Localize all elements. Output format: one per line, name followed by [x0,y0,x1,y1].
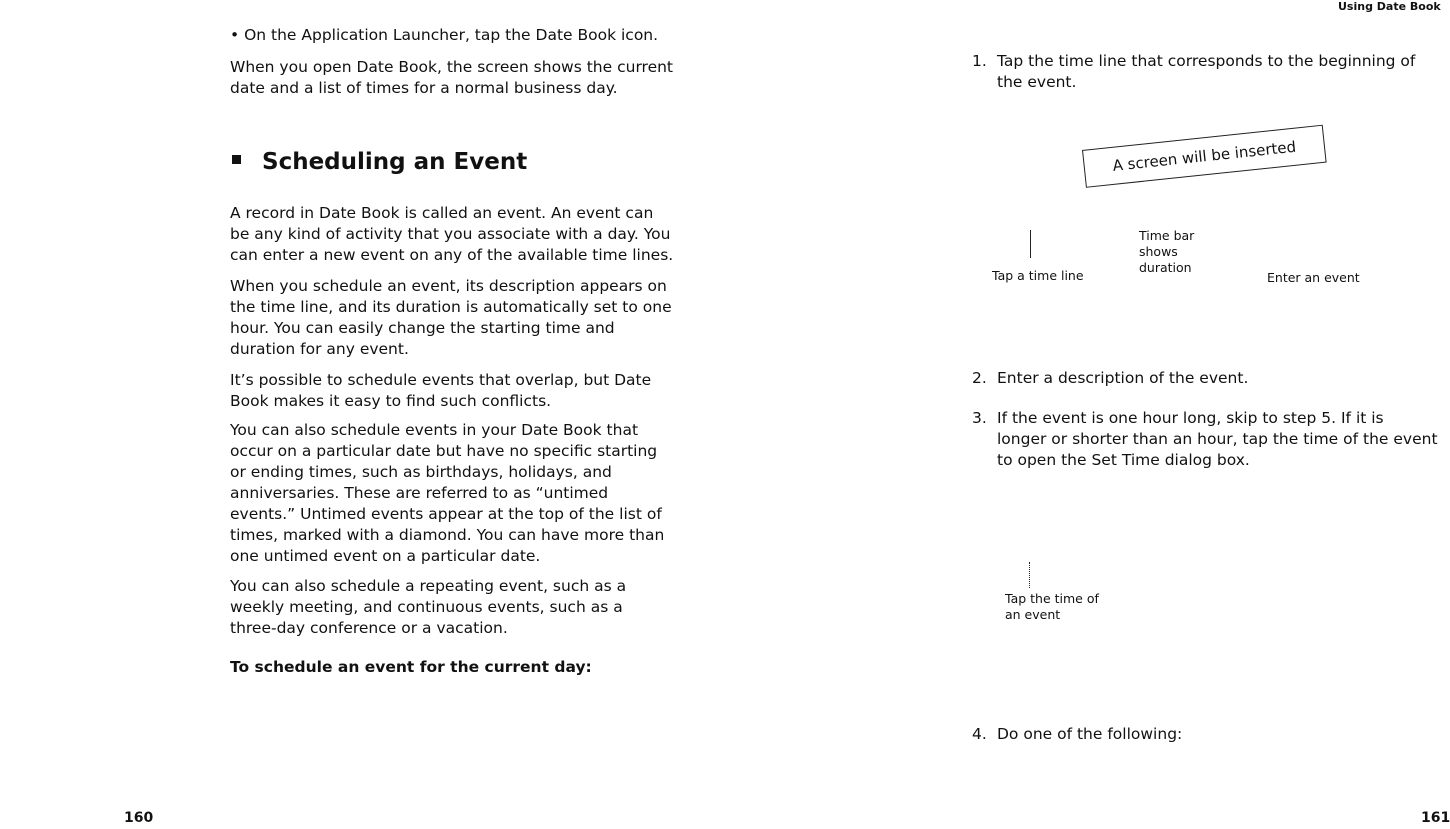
paragraph-3: It’s possible to schedule events that overlap, but Date Book makes it easy to find such conflicts. [230,371,652,410]
running-head: Using Date Book [1338,0,1441,13]
step-text: Do one of the following: [997,725,1183,743]
step-4 [972,724,1448,745]
bullet-item: • On the Application Launcher, tap the Date Book icon. [230,26,659,44]
callout-time-bar: Time bar shows duration [1139,228,1195,275]
step-3 [972,408,1448,471]
step-number: 4. [972,725,987,743]
callout-enter-event: Enter an event [1267,270,1360,285]
intro-paragraph: When you open Date Book, the screen shows the current date and a list of times for a normal business day. [230,58,674,97]
step-number: 1. [972,52,987,70]
callout-tap-time-of-event: Tap the time of an event [1005,591,1099,622]
step-1 [972,51,1448,93]
page-number-right: 161 [1421,810,1450,826]
paragraph-4: You can also schedule events in your Date Book that occur on a particular date but have no specific starting or ending times, such as birthdays, holidays, and anniversaries. These are referred to as “untimed events.” Untimed events appear at the top of the list of times, marked with a diamond. You can have more than one untimed event on a particular date. [230,421,665,565]
page-number-left: 160 [124,810,154,826]
paragraph-5: You can also schedule a repeating event, such as a weekly meeting, and continuous events, such as a three-day conference or a vacation. [230,577,627,637]
callout-tap-time-line: Tap a time line [992,268,1084,283]
step-text: Enter a description of the event. [997,369,1249,387]
leader-line-tap-time [1029,562,1030,588]
leader-line-tap [1030,230,1031,258]
step-number: 3. [972,409,987,427]
procedure-heading: To schedule an event for the current day: [230,658,592,676]
step-number: 2. [972,369,987,387]
square-bullet-icon [232,155,241,164]
paragraph-2: When you schedule an event, its description appears on the time line, and its duration is automatically set to one hour. You can easily change the starting time and duration for any event. [230,277,672,358]
step-2 [972,368,1448,389]
step-text: Tap the time line that corresponds to the beginning of the event. [997,52,1416,91]
screen-placeholder: A screen will be inserted [1082,125,1327,188]
paragraph-1: A record in Date Book is called an event. An event can be any kind of activity that you associate with a day. You can enter a new event on any of the available time lines. [230,204,674,264]
section-heading: Scheduling an Event [232,148,527,176]
step-text: If the event is one hour long, skip to step 5. If it is longer or shorter than an hour, tap the time of the event to open the Set Time dialog box. [997,409,1438,469]
